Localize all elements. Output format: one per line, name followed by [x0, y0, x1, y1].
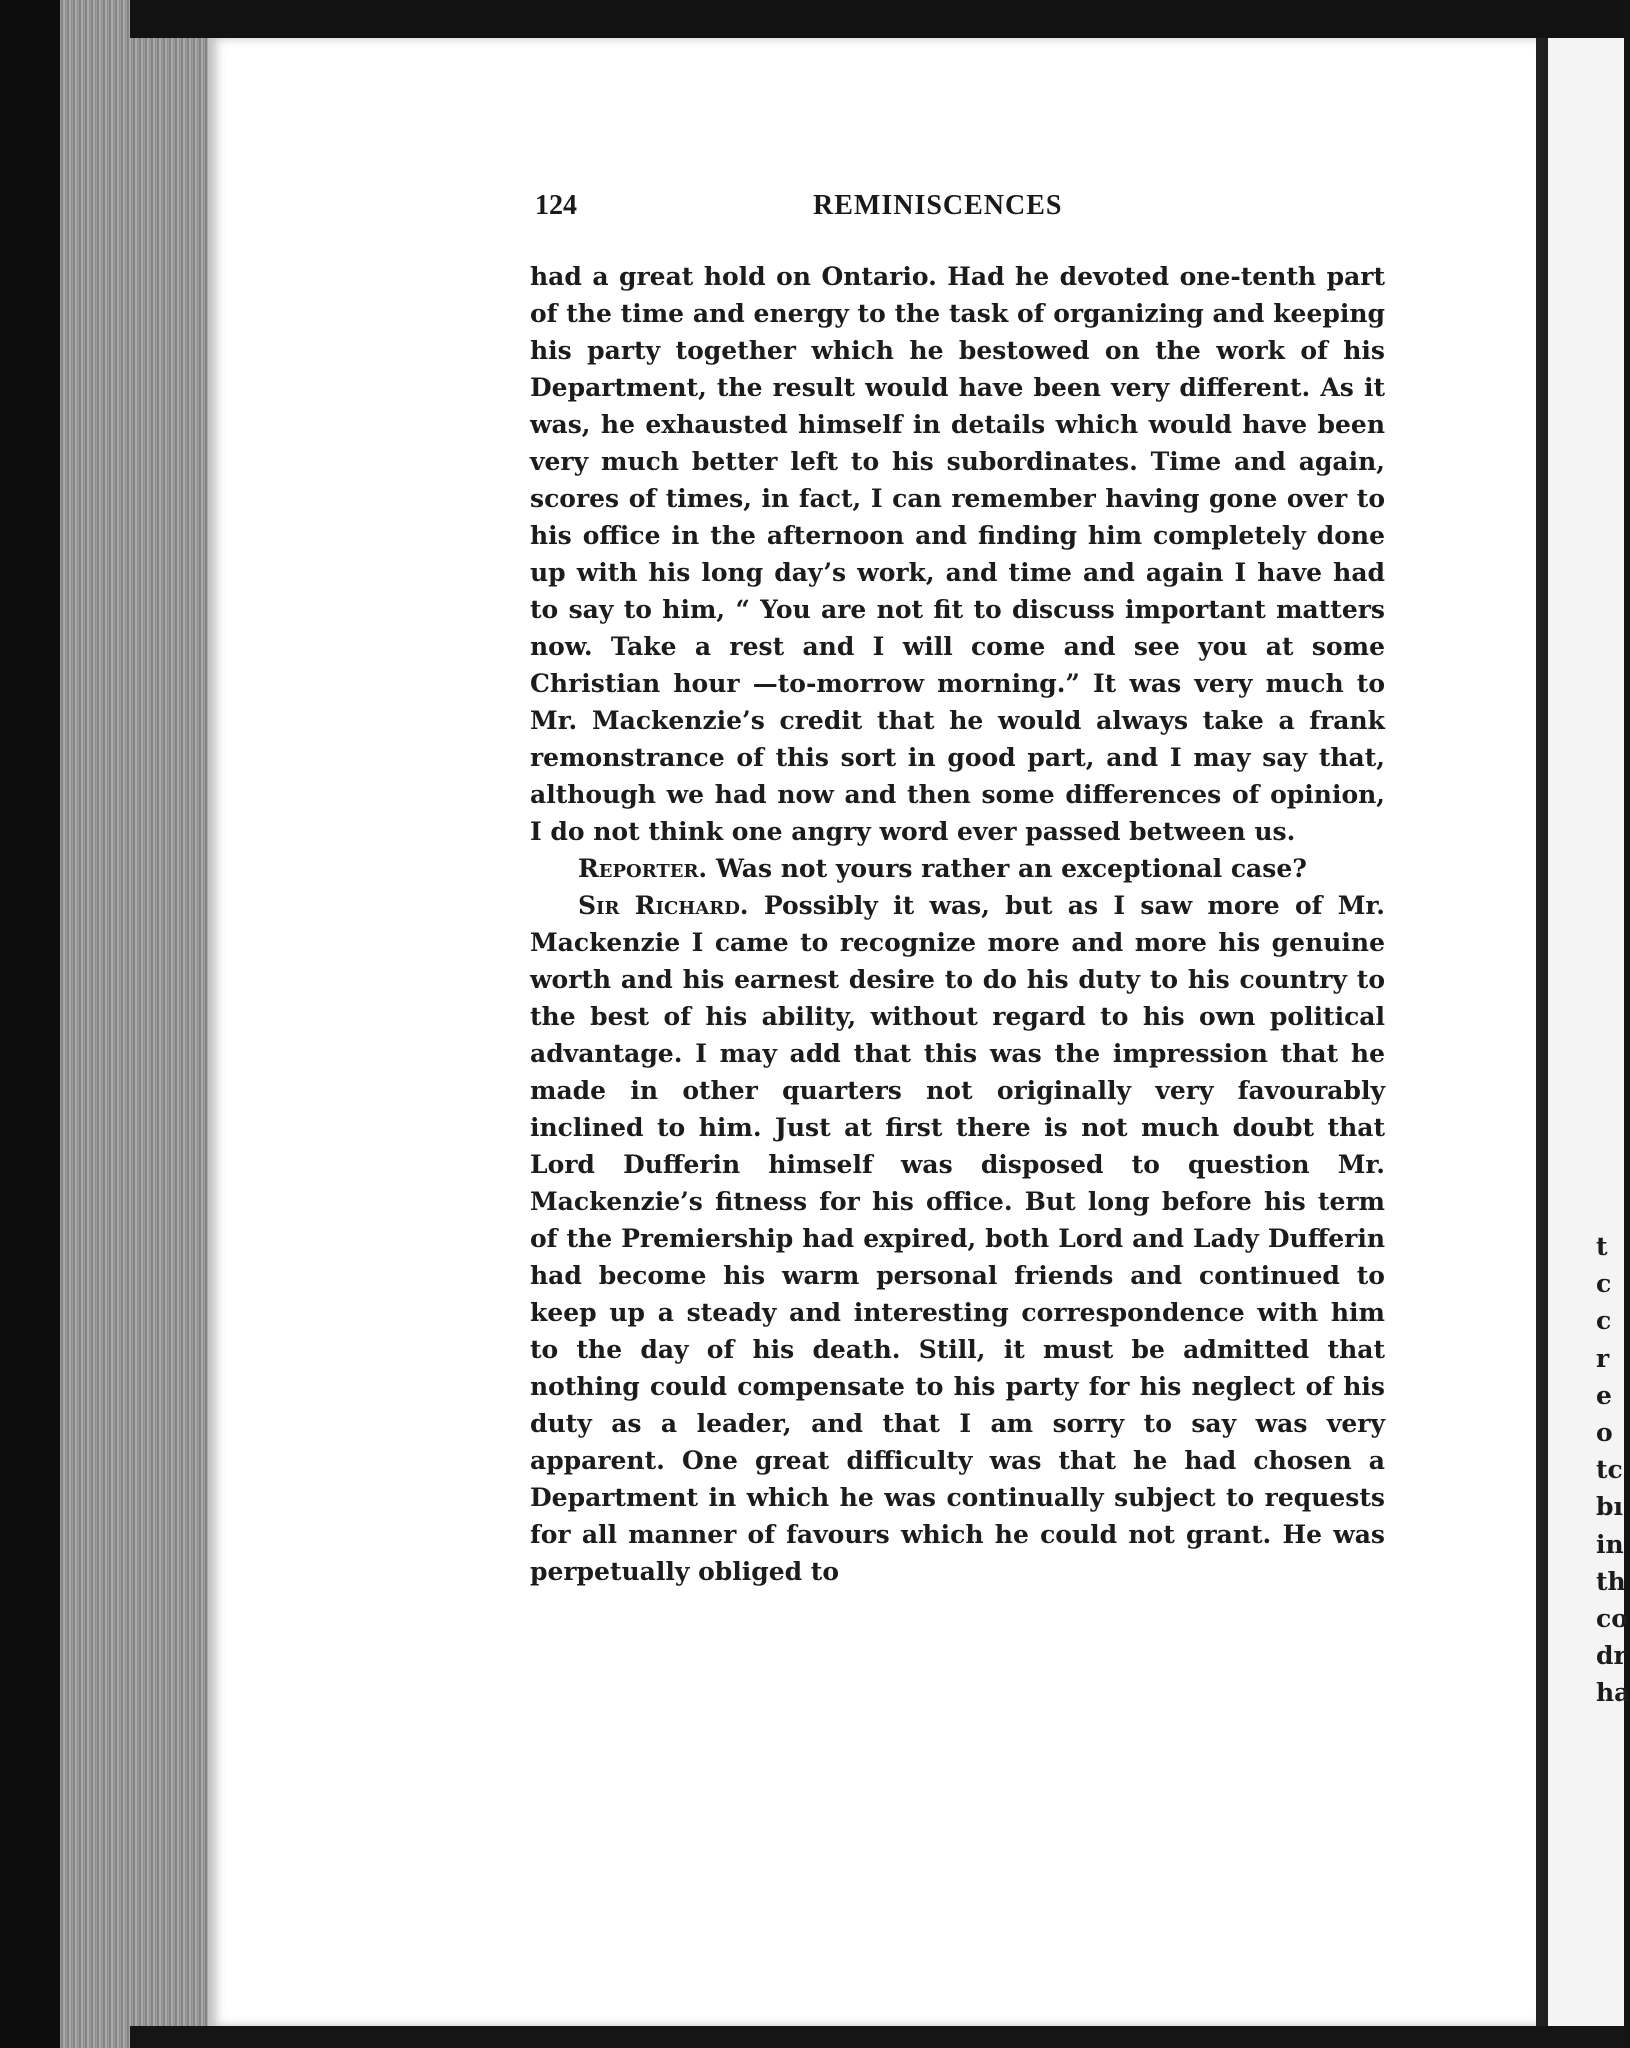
page-header: [535, 190, 1105, 226]
paragraph-text: Was not yours rather an exceptional case?: [707, 854, 1307, 883]
facing-page: [1548, 38, 1630, 2026]
paragraph-text: Possibly it was, but as I saw more of Mr. Mackenzie I came to recognize more and more his genuine worth and his earnest desire to do his duty to his country to the best of his ability, without regard to his own political advantage. I may add that this was the impression that he made in other quarters not originally very favourably inclined to him. Just at first there is not much doubt that Lord Dufferin himself was disposed to question Mr. Mackenzie’s fitness for his office. But long before his term of the Premiership had expired, both Lord and Lady Dufferin had become his warm personal friends and continued to keep up a steady and interesting correspondence with him to the day of his death. Still, it must be admitted that nothing could compensate to his party for his neglect of his duty as a leader, and that I am sorry to say was very apparent. One great difficulty was that he had chosen a Department in which he was continually subject to requests for all manner of favours which he could not grant. He was perpetually obliged to: [530, 891, 1385, 1586]
dark-background-bottom: [130, 2026, 1624, 2048]
paragraph: [530, 850, 1385, 887]
body-text: [530, 258, 1385, 1590]
dark-background-top: [130, 0, 1624, 38]
book-page-edges: [60, 0, 230, 2048]
page-number: 124: [535, 190, 577, 221]
running-head: REMINISCENCES: [813, 190, 1063, 221]
dark-background-left: [0, 0, 60, 2048]
speaker-name: Sir Richard.: [578, 891, 749, 920]
paragraph: [530, 887, 1385, 1590]
book-gutter: [1536, 38, 1548, 2026]
facing-page-text: t c c r e o tc bı in th co dr ha: [1596, 1232, 1630, 1708]
paragraph: had a great hold on Ontario. Had he devoted one-tenth part of the time and energy to the task of organizing and keeping his party together which he bestowed on the work of his Department, the result would have been very different. As it was, he exhausted himself in details which would have been very much better left to his subordinates. Time and again, scores of times, in fact, I can remember having gone over to his office in the afternoon and finding him completely done up with his long day’s work, and time and again I have had to say to him, “ You are not fit to discuss important matters now. Take a rest and I will come and see you at some Christian hour —to-morrow morning.” It was very much to Mr. Mackenzie’s credit that he would always take a frank remonstrance of this sort in good part, and I may say that, although we had now and then some differences of opinion, I do not think one angry word ever passed between us.: [530, 262, 1385, 846]
speaker-name: Reporter.: [578, 854, 708, 883]
